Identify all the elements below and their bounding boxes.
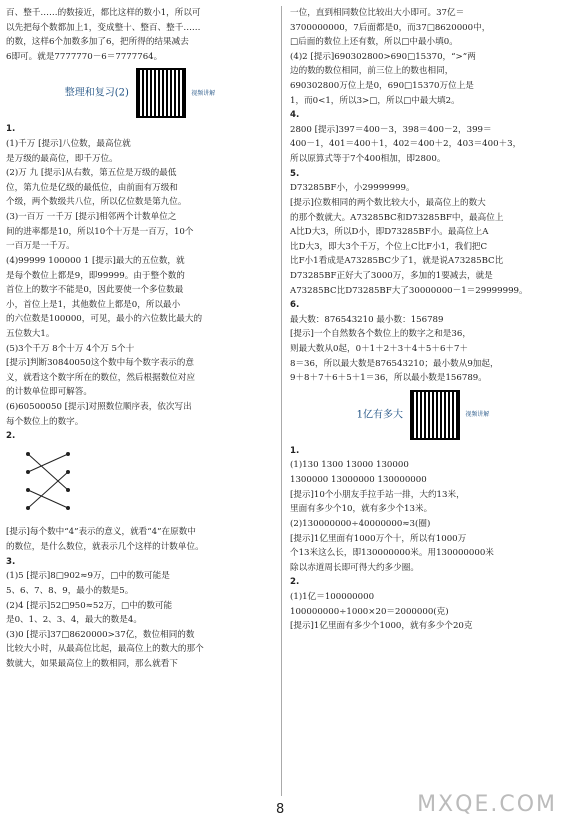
text-line: 边的数的数位相同，前三位上的数也相同， xyxy=(290,66,454,77)
r2-answers xyxy=(290,590,556,634)
section-title-review xyxy=(6,68,274,118)
text-line: 的数，这样6个加数多加了6，把所得的结果减去 xyxy=(6,37,189,48)
text-line: [提示]10个小朋友手拉手站一排，大约13米， xyxy=(290,489,465,500)
text-line: 里面有多少个10，就有多少个13米。 xyxy=(290,504,433,515)
q1-answers xyxy=(6,137,274,429)
question-number: 2. xyxy=(6,431,16,442)
text-line: 个级，两个数级共八位，所以亿位数是第九位。 xyxy=(6,197,187,208)
text-line: 的六位数是100000，可见，最小的六位数比最大的 xyxy=(6,314,203,325)
text-line: 100000000÷1000×20＝2000000(克) xyxy=(290,606,449,617)
text-line: (2)130000000÷40000000≈3(圈) xyxy=(290,518,431,529)
q4-answers xyxy=(290,123,556,167)
q6-answers xyxy=(290,313,556,386)
right-column xyxy=(290,6,556,634)
text-line: (3)0 [提示]37□8620000>37亿，数位相同的数 xyxy=(6,629,195,640)
matching-lines-diagram xyxy=(24,448,72,518)
text-line: 个13米这么长，即130000000米。用130000000米 xyxy=(290,548,494,559)
qr-code-icon xyxy=(410,390,460,440)
intro-block xyxy=(6,6,274,64)
r1-answers xyxy=(290,458,556,575)
text-line: 的计数单位即可解答。 xyxy=(6,387,92,398)
text-line: (1)130 1300 13000 130000 xyxy=(290,460,409,471)
text-line: 义，就看这个数字所在的数位，然后根据数位对应 xyxy=(6,372,196,383)
section-title-one-hundred-million xyxy=(290,390,556,440)
text-line: [提示]1亿里面有多少个1000，就有多少个20克 xyxy=(290,621,473,632)
text-line: 所以原算式等于7个400相加，即2800。 xyxy=(290,154,446,165)
text-line: 2800 [提示]397＝400－3，398＝400－2，399＝ xyxy=(290,124,492,135)
text-line: (1)1亿＝100000000 xyxy=(290,591,375,602)
text-line: [提示]位数相同的两个数比较大小，最高位上的数大 xyxy=(290,197,486,208)
text-line: D73285BF正好大了3000万，多加的1要减去，就是 xyxy=(290,270,493,281)
text-line: [提示]判断30840050这个数中每个数字表示的意 xyxy=(6,358,194,369)
qr-label: 视频讲解 xyxy=(465,411,490,419)
text-line: 3700000000，7后面都是0，而37□8620000中， xyxy=(290,22,491,33)
text-line: 5、6、7、8、9，最小的数是5。 xyxy=(6,585,134,596)
text-line: (2)4 [提示]52□950≈52万，□中的数可能 xyxy=(6,600,173,611)
text-line: 的那个数就大。A73285BC和D73285BF中，最高位上 xyxy=(290,212,504,223)
text-line: (1)5 [提示]8□902≈9万，□中的数可能是 xyxy=(6,571,170,582)
text-line: 比较大小时，从最高位比起，最高位上的数大的那个 xyxy=(6,644,204,655)
text-line: 是每个数位上都是9，即99999。由于整个数的 xyxy=(6,270,185,281)
text-line: 一百万是一千万。 xyxy=(6,241,75,252)
text-line: 690302800万位上是0，690□15370万位上是 xyxy=(290,81,474,92)
text-line: 400－1，401＝400＋1，402＝400＋2，403＝400＋3， xyxy=(290,139,522,150)
text-line: (4)2 [提示]690302800>690□15370，“>”两 xyxy=(290,51,476,62)
text-line: 则最大数从0起，0＋1＋2＋3＋4＋5＋6＋7＋ xyxy=(290,344,469,355)
text-line: (6)60500050 [提示]对照数位顺序表，依次写出 xyxy=(6,402,192,413)
page-number: 8 xyxy=(276,802,285,817)
text-line: 最大数：876543210 最小数：156789 xyxy=(290,314,444,325)
text-line: 比F小1看成是A73285BC少了1，就是说A73285BC比 xyxy=(290,256,504,267)
text-line: 间的进率都是10，所以10个十万是一百万，10个 xyxy=(6,226,194,237)
text-line: 五位数大1。 xyxy=(6,328,55,339)
text-line: 是0、1、2、3、4，最大的数是4。 xyxy=(6,615,142,626)
text-line: (3)一百万 一千万 [提示]相邻两个计数单位之 xyxy=(6,212,177,223)
text-line: 百、整千……的数接近，都比这样的数小1，所以可 xyxy=(6,8,201,18)
text-line: [提示]每个数中“4”表示的意义，就看“4”在原数中 xyxy=(6,527,196,538)
text-line: 6即可。就是7777770－6＝7777764。 xyxy=(6,51,163,62)
question-number: 1. xyxy=(6,124,16,135)
text-line: 首位上的数字不能是0，因此要使一个多位数最 xyxy=(6,285,184,296)
question-number: 6. xyxy=(290,300,300,311)
question-number: 1. xyxy=(290,445,300,456)
text-line: (4)99999 100000 1 [提示]最大的五位数，就 xyxy=(6,255,185,266)
qr-code-icon xyxy=(136,68,186,118)
qr-label: 视频讲解 xyxy=(191,89,216,97)
text-line: 小，首位上是1，其他数位上都是0，所以最小 xyxy=(6,299,181,310)
question-number: 4. xyxy=(290,110,300,121)
watermark: MXQE.COM xyxy=(417,791,557,817)
text-line: [提示]一个自然数各个数位上的数字之和是36， xyxy=(290,329,471,340)
text-line: □后面的数位上还有数，所以□中最小填0。 xyxy=(290,37,458,48)
text-line: 9＋8＋7＋6＋5＋1＝36，所以最小数是156789。 xyxy=(290,373,487,384)
section-title-text: 整理和复习(2) xyxy=(64,87,129,99)
question-number: 5. xyxy=(290,168,300,179)
text-line: 除以赤道周长即可得大约多少圈。 xyxy=(290,562,419,573)
text-line: A73285BC比D73285BF大了30000000－1＝29999999。 xyxy=(290,285,528,296)
text-line: 一位，直到相同数位比较出大小即可。37亿＝ xyxy=(290,8,465,18)
q3-answers xyxy=(6,569,274,671)
text-line: 数就大，如果最高位上的数相同，那么就看下 xyxy=(6,658,178,669)
left-column xyxy=(6,6,274,672)
column-divider xyxy=(281,6,282,796)
text-line: [提示]1亿里面有1000万个十，所以有1000万 xyxy=(290,533,467,544)
text-line: 1，而0<1，所以3>□，所以□中最大填2。 xyxy=(290,95,460,106)
q2-hint xyxy=(6,525,274,554)
text-line: 以先把每个数都加上1，变成整十、整百、整千…… xyxy=(6,22,201,33)
text-line: A比D大3，所以D小，即D73285BF小。最高位上A xyxy=(290,227,489,238)
text-line: 每个数位上的数字。 xyxy=(6,416,84,427)
text-line: 的数位，是什么数位，就表示几个这样的计数单位。 xyxy=(6,542,204,553)
text-line: 1300000 13000000 130000000 xyxy=(290,475,427,486)
q3-continued xyxy=(290,6,556,108)
text-line: (1)千万 [提示]八位数，最高位就 xyxy=(6,139,131,150)
text-line: 位，第九位是亿级的最低位，由前面有万级和 xyxy=(6,182,178,193)
q5-answers xyxy=(290,181,556,298)
text-line: 8＝36，所以最大数是876543210；最小数从9加起， xyxy=(290,358,499,369)
text-line: D73285BF小，小29999999。 xyxy=(290,183,415,194)
text-line: 比D大3，即大3个千万，个位上C比F小1，我们把C xyxy=(290,241,488,252)
section-title-text: 1亿有多大 xyxy=(356,409,403,421)
text-line: (5)3个千万 8个十万 4个万 5个十 xyxy=(6,343,135,354)
question-number: 3. xyxy=(6,556,16,567)
text-line: 是万级的最高位，即千万位。 xyxy=(6,153,118,164)
question-number: 2. xyxy=(290,577,300,588)
text-line: (2)万 九 [提示]从右数，第五位是万级的最低 xyxy=(6,168,177,179)
